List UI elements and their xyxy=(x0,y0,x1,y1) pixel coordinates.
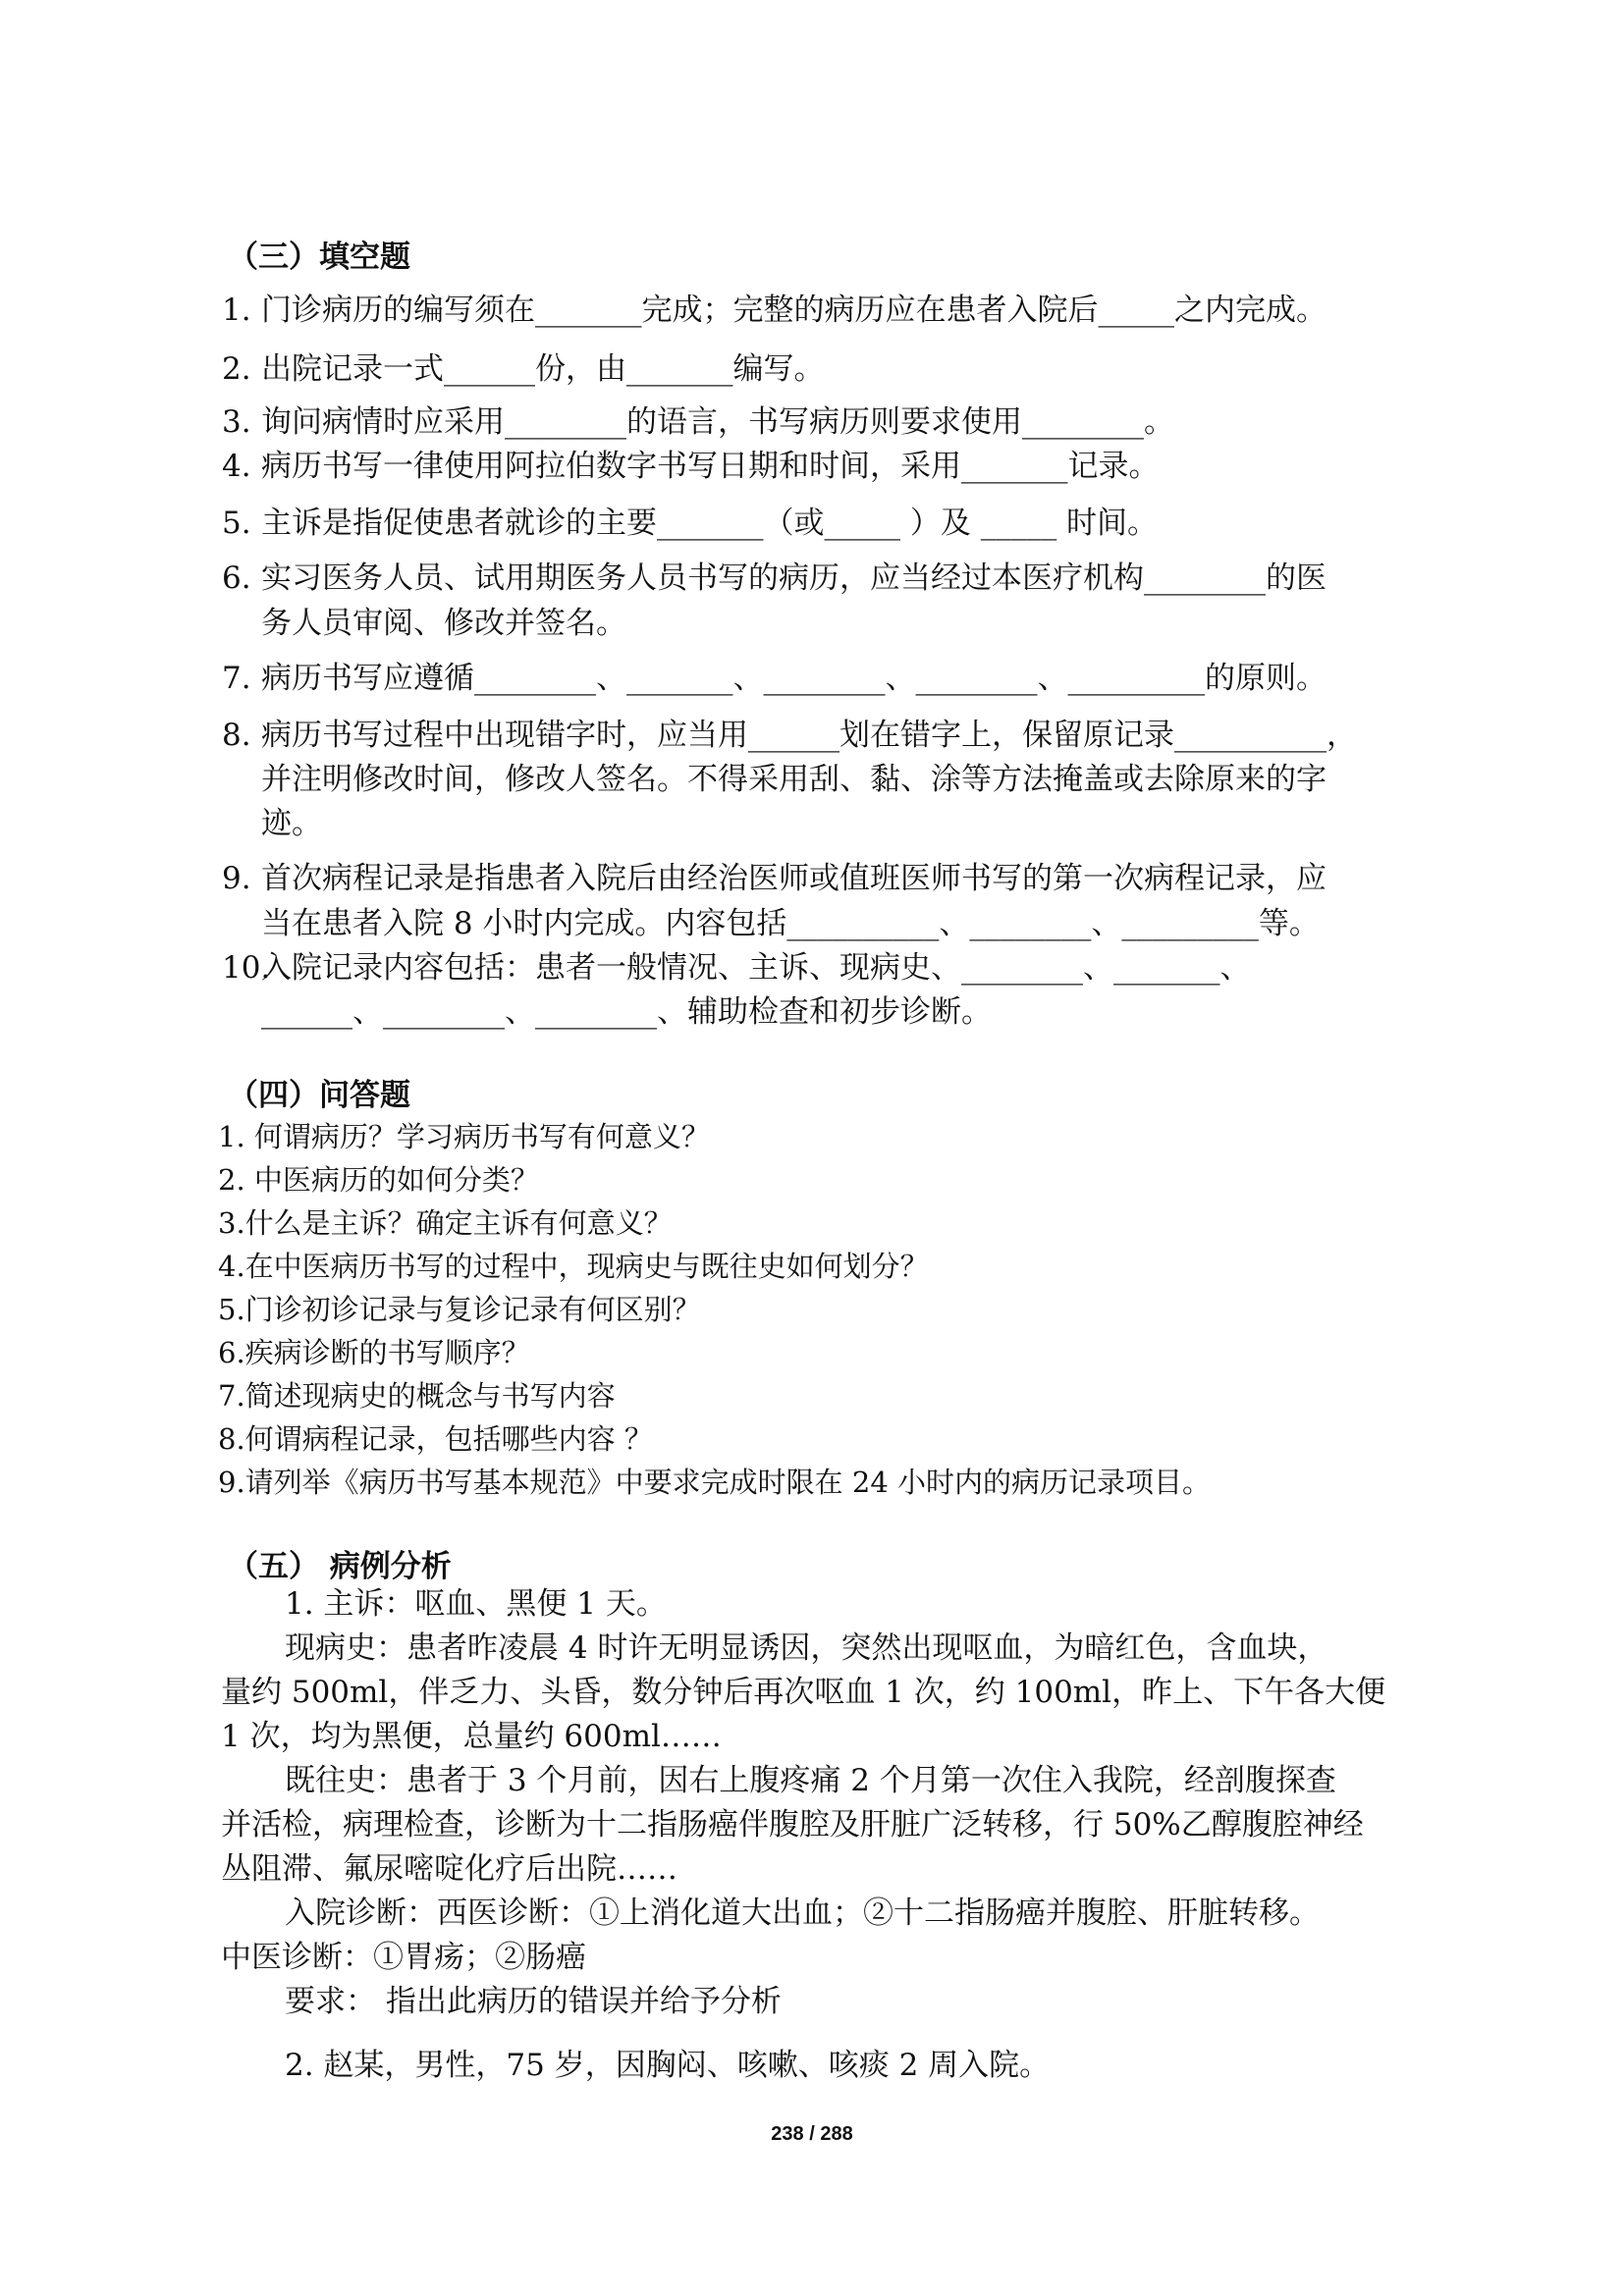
fill-item-9 xyxy=(222,856,1326,902)
item-number: 2. xyxy=(222,351,251,387)
qa-item: 9.请列举《病历书写基本规范》中要求完成时限在 24 小时内的病历记录项目。 xyxy=(218,1466,1212,1499)
page-number: 238 / 288 xyxy=(771,2123,853,2145)
item-text: 入院记录内容包括：患者一般情况、主诉、现病史、________、_______、 xyxy=(261,950,1251,986)
section-heading-fill-in: （三）填空题 xyxy=(228,240,410,275)
case-text-line: 入院诊断：西医诊断：①上消化道大出血；②十二指肠癌并腹腔、肝脏转移。 xyxy=(285,1896,1320,1931)
item-text: 病历书写一律使用阿拉伯数字书写日期和时间，采用_______记录。 xyxy=(261,449,1160,484)
case-text-line: 并活检，病理检查，诊断为十二指肠癌伴腹腔及肝脏广泛转移，行 50%乙醇腹腔神经 xyxy=(221,1807,1364,1842)
item-text: 出院记录一式______份，由_______编写。 xyxy=(261,351,825,387)
fill-item-2 xyxy=(222,347,825,393)
item-number: 8. xyxy=(222,718,251,753)
case-text-line: 既往史：患者于 3 个月前，因右上腹疼痛 2 个月第一次住入我院，经剖腹探查 xyxy=(285,1763,1336,1798)
item-number: 3. xyxy=(222,404,251,440)
fill-item-4 xyxy=(222,444,1160,490)
case-text-line: 2. 赵某，男性，75 岁，因胸闷、咳嗽、咳痰 2 周入院。 xyxy=(285,2048,1051,2083)
item-text: 首次病程记录是指患者入院后由经治医师或值班医师书写的第一次病程记录，应 xyxy=(261,861,1326,896)
item-number: 1. xyxy=(222,293,251,328)
item-text: 门诊病历的编写须在_______完成；完整的病历应在患者入院后_____之内完成。 xyxy=(261,293,1326,328)
item-text: 主诉是指促使患者就诊的主要_______（或_____ ）及 _____ 时间。 xyxy=(261,506,1159,541)
qa-item: 2. 中医病历的如何分类？ xyxy=(218,1163,539,1197)
item-number: 10. xyxy=(222,950,271,986)
fill-item-6 xyxy=(222,556,1326,602)
fill-item-6-cont: 务人员审阅、修改并签名。 xyxy=(261,606,626,641)
fill-item-8 xyxy=(222,713,1357,759)
fill-item-1 xyxy=(222,288,1326,334)
case-text-line: 中医诊断：①胃疡；②肠癌 xyxy=(221,1940,586,1975)
item-number: 4. xyxy=(222,449,251,484)
fill-item-10-cont: ______、________、________、辅助检查和初步诊断。 xyxy=(261,994,992,1030)
case-text-line: 量约 500ml，伴乏力、头昏，数分钟后再次呕血 1 次，约 100ml，昨上、下午各大便 xyxy=(221,1675,1386,1710)
qa-item: 8.何谓病程记录，包括哪些内容 ？ xyxy=(218,1422,653,1456)
qa-item: 3.什么是主诉？确定主诉有何意义？ xyxy=(218,1206,673,1240)
case-text-line: 1. 主诉：呕血、黑便 1 天。 xyxy=(285,1586,667,1622)
item-number: 5. xyxy=(222,506,251,541)
item-number: 7. xyxy=(222,661,251,696)
case-text-line: 现病史：患者昨凌晨 4 时许无明显诱因，突然出现呕血，为暗红色，含血块， xyxy=(285,1630,1328,1666)
fill-item-8-cont: 并注明修改时间，修改人签名。不得采用刮、黏、涂等方法掩盖或去除原来的字 xyxy=(261,762,1326,797)
fill-item-9-cont: 当在患者入院 8 小时内完成。内容包括__________、________、_________等。 xyxy=(261,906,1320,941)
fill-item-10 xyxy=(222,945,1251,991)
item-text: 病历书写应遵循________、_______、________、________、_________的原则。 xyxy=(261,661,1326,696)
qa-item: 1. 何谓病历？学习病历书写有何意义？ xyxy=(218,1120,710,1153)
qa-item: 4.在中医病历书写的过程中，现病史与既往史如何划分？ xyxy=(218,1250,929,1283)
item-text: 病历书写过程中出现错字时，应当用______划在错字上，保留原记录__________， xyxy=(261,718,1357,753)
section-heading-case: （五） 病例分析 xyxy=(228,1549,452,1584)
fill-item-8-cont: 迹。 xyxy=(261,806,322,841)
case-text-line: 1 次，均为黑便，总量约 600ml…… xyxy=(221,1719,722,1754)
section-heading-qa: （四）问答题 xyxy=(228,1078,410,1113)
qa-item: 5.门诊初诊记录与复诊记录有何区别？ xyxy=(218,1293,701,1326)
qa-item: 7.简述现病史的概念与书写内容 xyxy=(218,1379,616,1413)
fill-item-7 xyxy=(222,656,1326,702)
item-text: 实习医务人员、试用期医务人员书写的病历，应当经过本医疗机构________的医 xyxy=(261,561,1326,596)
item-text: 询问病情时应采用________的语言，书写病历则要求使用________。 xyxy=(261,404,1174,440)
qa-item: 6.疾病诊断的书写顺序？ xyxy=(218,1336,530,1369)
fill-item-3 xyxy=(222,400,1174,446)
fill-item-5 xyxy=(222,501,1158,547)
item-number: 9. xyxy=(222,861,251,896)
case-text-line: 要求： 指出此病历的错误并给予分析 xyxy=(285,1984,782,2019)
item-number: 6. xyxy=(222,561,251,596)
case-text-line: 丛阻滞、氟尿嘧啶化疗后出院…… xyxy=(221,1851,677,1887)
